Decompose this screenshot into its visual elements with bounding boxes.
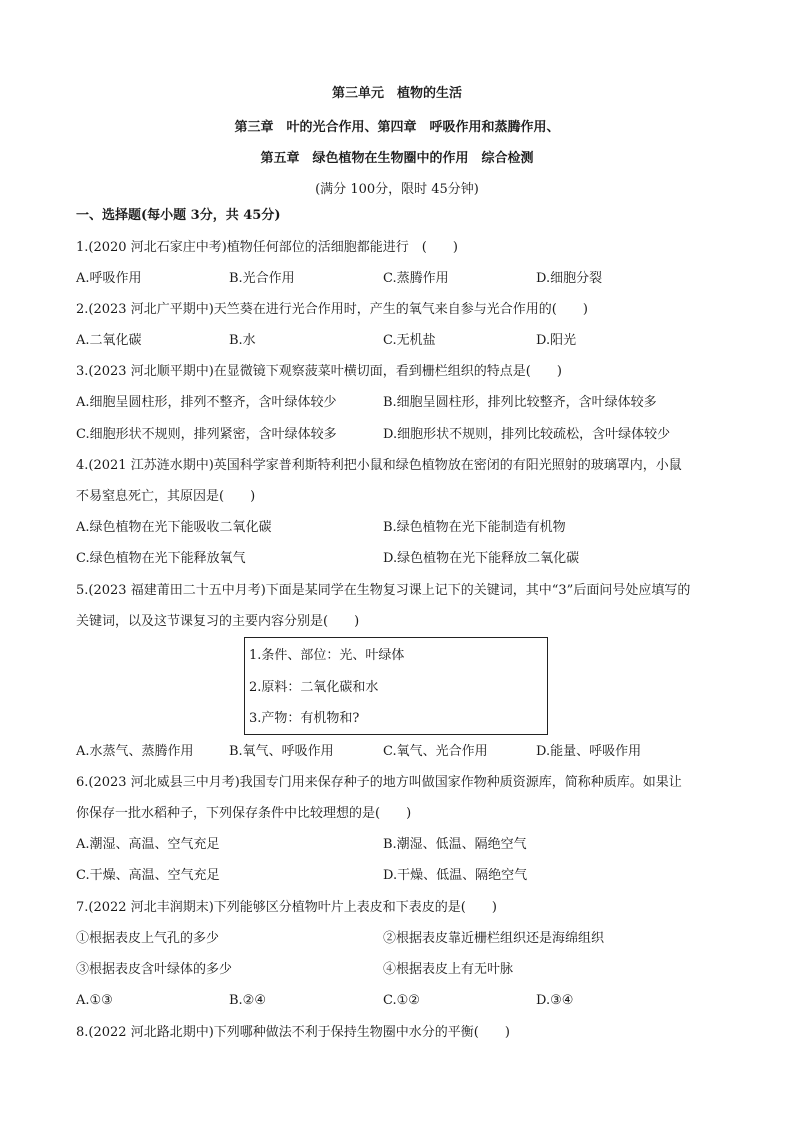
score-info: (满分 100分，限时 45分钟) <box>315 182 479 197</box>
option-row <box>76 426 736 444</box>
question-stem: 6.(2023 河北威县三中月考)我国专门用来保存种子的地方叫做国家作物种质资源库，简称种质库。如果让 <box>76 775 682 790</box>
statement-row <box>76 961 736 979</box>
chapter-title-line2: 第五章 绿色植物在生物圈中的作用 综合检测 <box>260 151 534 166</box>
option-a: A.二氧化碳 <box>76 333 142 348</box>
option-c: C.干燥、高温、空气充足 <box>76 868 220 883</box>
option-a: A.呼吸作用 <box>76 271 142 286</box>
statement-2: ②根据表皮靠近栅栏组织还是海绵组织 <box>383 931 605 946</box>
option-b: B.细胞呈圆柱形，排列比较整齐，含叶绿体较多 <box>383 395 657 410</box>
option-a: A.细胞呈圆柱形，排列不整齐，含叶绿体较少 <box>76 395 337 410</box>
option-c: C.绿色植物在光下能释放氧气 <box>76 551 246 566</box>
keyword-line: 3.产物：有机物和? <box>249 711 360 726</box>
option-c: C.①② <box>383 993 420 1008</box>
unit-title: 第三单元 植物的生活 <box>331 86 462 101</box>
statement-1: ①根据表皮上气孔的多少 <box>76 931 220 946</box>
option-row <box>76 992 736 1010</box>
question-stem: 2.(2023 河北广平期中)天竺葵在进行光合作用时，产生的氧气来自参与光合作用的( ) <box>76 302 588 317</box>
statement-4: ④根据表皮上有无叶脉 <box>383 962 514 977</box>
keyword-line: 1.条件、部位：光、叶绿体 <box>249 648 405 663</box>
option-row <box>76 867 736 885</box>
option-b: B.绿色植物在光下能制造有机物 <box>383 520 566 535</box>
statement-row <box>76 930 736 948</box>
option-d: D.③④ <box>536 993 574 1008</box>
option-a: A.潮湿、高温、空气充足 <box>76 837 220 852</box>
statement-3: ③根据表皮含叶绿体的多少 <box>76 962 233 977</box>
option-c: C.无机盐 <box>383 333 436 348</box>
option-row <box>76 836 736 854</box>
option-d: D.阳光 <box>536 333 577 348</box>
option-row <box>76 519 736 537</box>
option-b: B.水 <box>229 333 256 348</box>
option-a: A.①③ <box>76 993 113 1008</box>
option-d: D.细胞形状不规则，排列比较疏松，含叶绿体较少 <box>383 427 671 442</box>
question-stem: 7.(2022 河北丰润期末)下列能够区分植物叶片上表皮和下表皮的是( ) <box>76 900 497 915</box>
option-c: C.细胞形状不规则，排列紧密，含叶绿体较多 <box>76 427 337 442</box>
option-b: B.氧气、呼吸作用 <box>229 744 334 759</box>
option-d: D.干燥、低温、隔绝空气 <box>383 868 528 883</box>
chapter-title-line1: 第三章 叶的光合作用、第四章 呼吸作用和蒸腾作用、 <box>234 120 560 135</box>
option-a: A.绿色植物在光下能吸收二氧化碳 <box>76 520 272 535</box>
option-row <box>76 743 736 761</box>
question-stem: 8.(2022 河北路北期中)下列哪种做法不利于保持生物圈中水分的平衡( ) <box>76 1025 510 1040</box>
option-a: A.水蒸气、蒸腾作用 <box>76 744 194 759</box>
option-row <box>76 394 736 412</box>
keyword-line: 2.原料：二氧化碳和水 <box>249 680 379 695</box>
option-row <box>76 270 736 288</box>
option-d: D.细胞分裂 <box>536 271 603 286</box>
question-stem-cont: 关键词，以及这节课复习的主要内容分别是( ) <box>76 614 360 629</box>
option-c: C.氧气、光合作用 <box>383 744 488 759</box>
question-stem: 5.(2023 福建莆田二十五中月考)下面是某同学在生物复习课上记下的关键词，其中“3”后面问号处应填写的 <box>76 583 691 598</box>
question-stem-cont: 不易窒息死亡，其原因是( ) <box>76 489 256 504</box>
question-stem: 4.(2021 江苏涟水期中)英国科学家普利斯特利把小鼠和绿色植物放在密闭的有阳光照射的玻璃罩内，小鼠 <box>76 458 682 473</box>
section-title: 一、选择题(每小题 3分，共 45分) <box>76 208 281 223</box>
option-d: D.绿色植物在光下能释放二氧化碳 <box>383 551 580 566</box>
question-stem-cont: 你保存一批水稻种子，下列保存条件中比较理想的是( ) <box>76 806 412 821</box>
option-row <box>76 332 736 350</box>
option-c: C.蒸腾作用 <box>383 271 449 286</box>
option-row <box>76 550 736 568</box>
question-stem: 3.(2023 河北顺平期中)在显微镜下观察菠菜叶横切面，看到栅栏组织的特点是( ) <box>76 364 562 379</box>
option-b: B.光合作用 <box>229 271 295 286</box>
option-d: D.能量、呼吸作用 <box>536 744 642 759</box>
question-stem: 1.(2020 河北石家庄中考)植物任何部位的活细胞都能进行 ( ) <box>76 240 458 255</box>
keyword-box <box>244 637 548 735</box>
option-b: B.②④ <box>229 993 266 1008</box>
option-b: B.潮湿、低温、隔绝空气 <box>383 837 527 852</box>
